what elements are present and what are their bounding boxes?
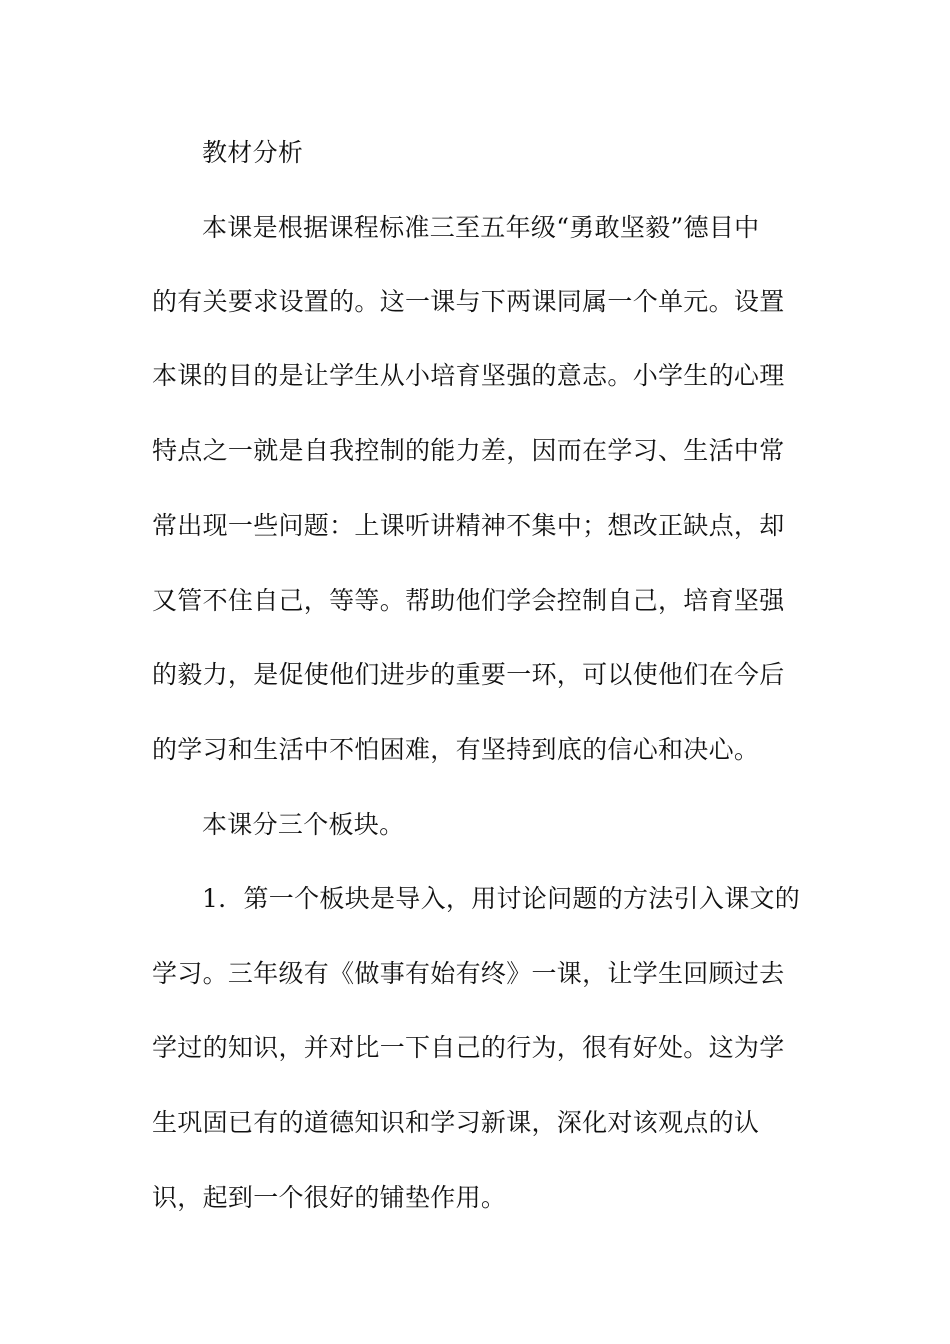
section-heading: 教材分析 [202, 138, 304, 167]
text-line: 的学习和生活中不怕困难，有坚持到底的信心和决心。 [152, 735, 760, 764]
text-line: 本课分三个板块。 [202, 810, 405, 839]
text-line: 学习。三年级有《做事有始有终》一课，让学生回顾过去 [152, 959, 785, 988]
text-line: 学过的知识，并对比一下自己的行为，很有好处。这为学 [152, 1033, 785, 1062]
text-line: 本课的目的是让学生从小培育坚强的意志。小学生的心理 [152, 361, 785, 390]
text-line: 本课是根据课程标准三至五年级“勇敢坚毅”德目中 [202, 213, 760, 242]
text-line: 生巩固已有的道德知识和学习新课，深化对该观点的认 [152, 1108, 760, 1137]
text-line: 又管不住自己，等等。帮助他们学会控制自己，培育坚强 [152, 586, 785, 615]
text-line: 特点之一就是自我控制的能力差，因而在学习、生活中常 [152, 436, 785, 465]
text-line: 的有关要求设置的。这一课与下两课同属一个单元。设置 [152, 287, 785, 316]
text-line: 识，起到一个很好的铺垫作用。 [152, 1183, 507, 1212]
text-line: 的毅力，是促使他们进步的重要一环，可以使他们在今后 [152, 660, 785, 689]
text-line: 常出现一些问题：上课听讲精神不集中；想改正缺点，却 [152, 511, 785, 540]
text-line: 1．第一个板块是导入，用讨论问题的方法引入课文的 [202, 884, 801, 913]
